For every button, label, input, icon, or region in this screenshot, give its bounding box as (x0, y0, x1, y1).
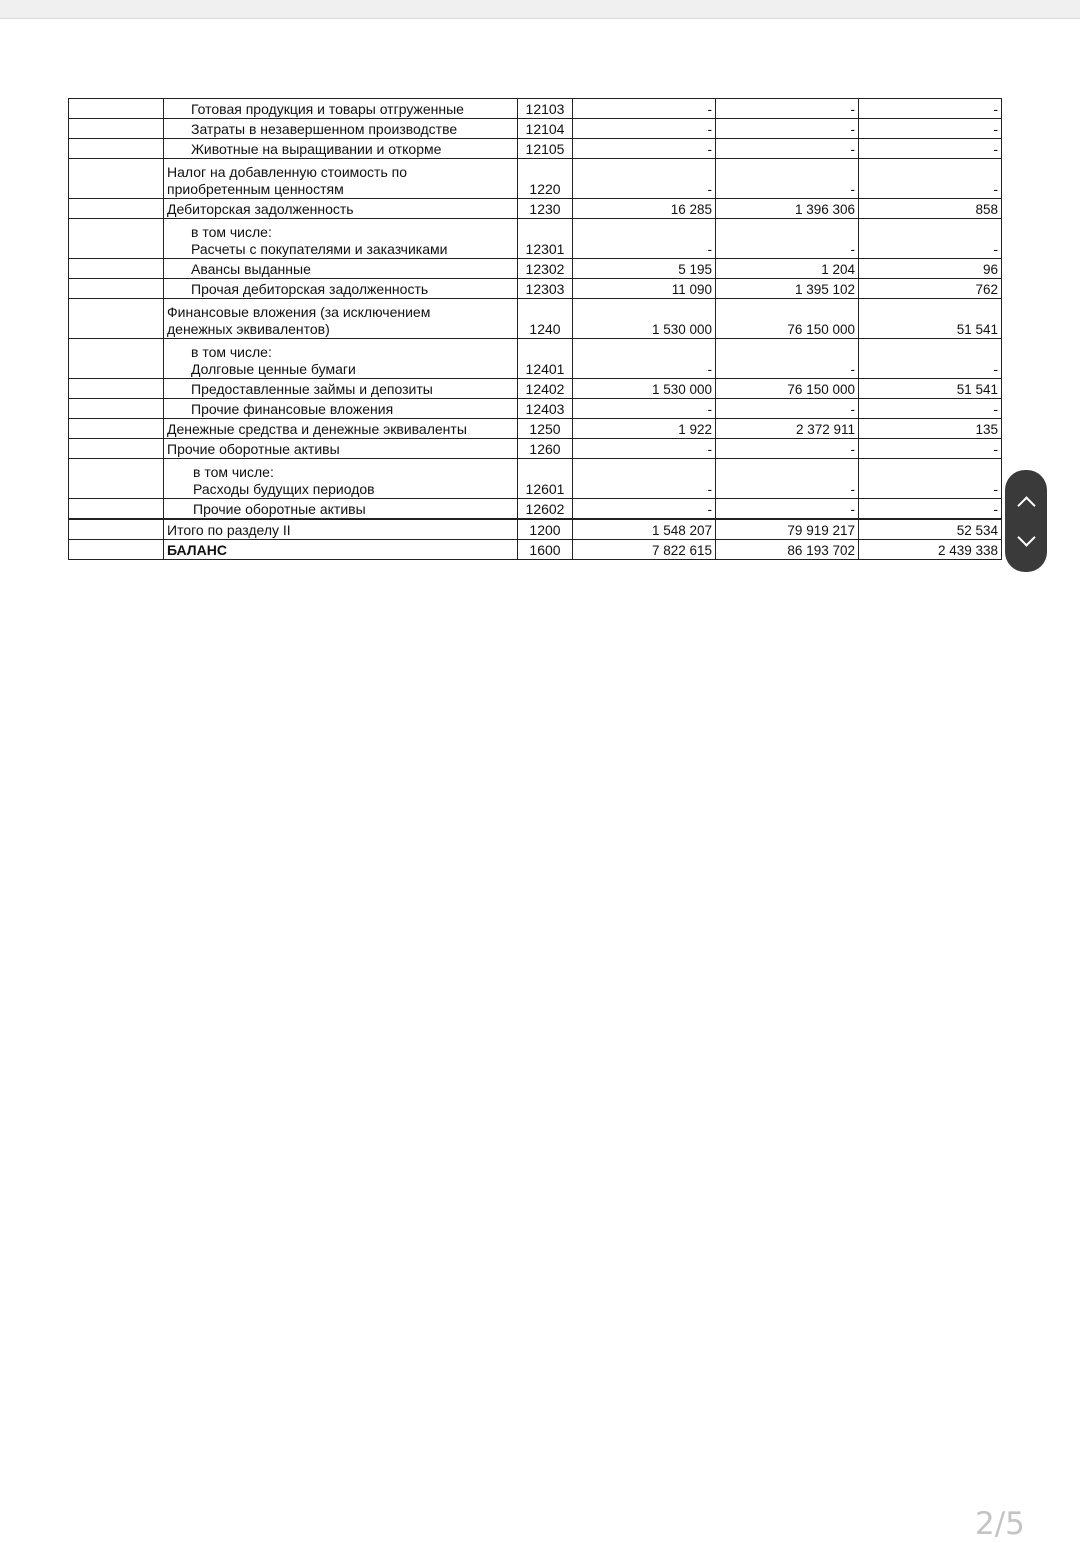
row-code: 1250 (518, 419, 573, 439)
row-name-line: денежных эквивалентов) (167, 321, 330, 337)
value-cell-v3: 51 541 (859, 379, 1002, 399)
value-cell-v3: - (859, 219, 1002, 259)
row-name (164, 339, 518, 379)
table-row (69, 439, 1002, 459)
blank-cell (69, 159, 164, 199)
blank-cell (69, 299, 164, 339)
value-cell-v1: - (573, 219, 716, 259)
value-cell-v3: 2 439 338 (859, 540, 1002, 560)
row-name (164, 199, 518, 219)
value-cell-v1: - (573, 399, 716, 419)
row-name-line: в том числе: (191, 224, 272, 240)
value-cell-v2: 79 919 217 (716, 519, 859, 540)
value-cell-v1: 1 922 (573, 419, 716, 439)
value-cell-v1: 1 530 000 (573, 299, 716, 339)
row-code: 1220 (518, 159, 573, 199)
row-name (164, 99, 518, 119)
chevron-up-icon (1017, 496, 1035, 514)
value-cell-v3: - (859, 459, 1002, 499)
row-code: 1600 (518, 540, 573, 560)
value-cell-v1: 5 195 (573, 259, 716, 279)
row-name (164, 119, 518, 139)
table-row (69, 399, 1002, 419)
value-cell-v3: - (859, 99, 1002, 119)
value-cell-v2: - (716, 499, 859, 520)
blank-cell (69, 379, 164, 399)
value-cell-v3: 52 534 (859, 519, 1002, 540)
row-name-line: Готовая продукция и товары отгруженные (191, 101, 464, 117)
table-row (69, 119, 1002, 139)
value-cell-v3: - (859, 339, 1002, 379)
blank-cell (69, 519, 164, 540)
row-name-line: Денежные средства и денежные эквиваленты (167, 421, 467, 437)
value-cell-v1: - (573, 159, 716, 199)
row-name-line: в том числе: (191, 344, 272, 360)
row-name-line: приобретенным ценностям (167, 181, 344, 197)
value-cell-v2: - (716, 99, 859, 119)
table-row (69, 540, 1002, 560)
blank-cell (69, 419, 164, 439)
chevron-down-icon (1017, 528, 1035, 546)
table-row (69, 279, 1002, 299)
row-code: 12104 (518, 119, 573, 139)
row-name (164, 459, 518, 499)
row-name (164, 139, 518, 159)
value-cell-v2: 2 372 911 (716, 419, 859, 439)
table-row (69, 419, 1002, 439)
blank-cell (69, 439, 164, 459)
blank-cell (69, 499, 164, 520)
value-cell-v2: 76 150 000 (716, 379, 859, 399)
blank-cell (69, 139, 164, 159)
row-name-line: Авансы выданные (191, 261, 311, 277)
blank-cell (69, 279, 164, 299)
value-cell-v2: 76 150 000 (716, 299, 859, 339)
balance-sheet-body (69, 99, 1002, 560)
blank-cell (69, 219, 164, 259)
value-cell-v3: 96 (859, 259, 1002, 279)
blank-cell (69, 540, 164, 560)
page-indicator: 2/5 (975, 1506, 1025, 1542)
row-name-line: Дебиторская задолженность (167, 201, 354, 217)
row-name (164, 419, 518, 439)
value-cell-v2: - (716, 439, 859, 459)
viewer-top-bar (0, 0, 1080, 19)
value-cell-v2: - (716, 399, 859, 419)
page-nav-control (1005, 470, 1047, 572)
value-cell-v2: - (716, 339, 859, 379)
value-cell-v3: - (859, 159, 1002, 199)
table-row (69, 519, 1002, 540)
blank-cell (69, 339, 164, 379)
value-cell-v1: - (573, 339, 716, 379)
value-cell-v1: 16 285 (573, 199, 716, 219)
row-name-line: Предоставленные займы и депозиты (191, 381, 433, 397)
row-code: 1230 (518, 199, 573, 219)
row-code: 12302 (518, 259, 573, 279)
row-code: 12403 (518, 399, 573, 419)
row-name-line: Финансовые вложения (за исключением (167, 304, 431, 320)
row-name-line: Прочие оборотные активы (167, 441, 340, 457)
row-name-line: Расходы будущих периодов (193, 481, 375, 497)
balance-sheet-table (68, 98, 1002, 560)
value-cell-v2: 1 396 306 (716, 199, 859, 219)
row-name (164, 499, 518, 520)
blank-cell (69, 459, 164, 499)
value-cell-v3: 135 (859, 419, 1002, 439)
row-name (164, 399, 518, 419)
value-cell-v1: - (573, 499, 716, 520)
table-row (69, 379, 1002, 399)
row-name (164, 159, 518, 199)
row-name (164, 299, 518, 339)
value-cell-v2: - (716, 119, 859, 139)
row-name-line: Долговые ценные бумаги (191, 361, 356, 377)
row-code: 12105 (518, 139, 573, 159)
row-name-line: Расчеты с покупателями и заказчиками (191, 241, 448, 257)
row-code: 12601 (518, 459, 573, 499)
table-row (69, 339, 1002, 379)
row-code: 1260 (518, 439, 573, 459)
blank-cell (69, 99, 164, 119)
row-code: 1200 (518, 519, 573, 540)
value-cell-v3: - (859, 139, 1002, 159)
row-code: 12602 (518, 499, 573, 520)
value-cell-v3: - (859, 439, 1002, 459)
value-cell-v3: 51 541 (859, 299, 1002, 339)
value-cell-v3: 762 (859, 279, 1002, 299)
value-cell-v2: - (716, 459, 859, 499)
row-name-line: Налог на добавленную стоимость по (167, 164, 408, 180)
table-row (69, 259, 1002, 279)
row-name (164, 379, 518, 399)
table-row (69, 99, 1002, 119)
value-cell-v1: - (573, 459, 716, 499)
value-cell-v3: - (859, 399, 1002, 419)
value-cell-v2: - (716, 219, 859, 259)
row-name-line: Прочая дебиторская задолженность (191, 281, 429, 297)
row-code: 12301 (518, 219, 573, 259)
table-row (69, 199, 1002, 219)
value-cell-v1: - (573, 119, 716, 139)
row-name-line: Животные на выращивании и откорме (191, 141, 442, 157)
blank-cell (69, 199, 164, 219)
value-cell-v1: - (573, 99, 716, 119)
row-code: 1240 (518, 299, 573, 339)
value-cell-v2: - (716, 139, 859, 159)
table-row (69, 219, 1002, 259)
row-name (164, 219, 518, 259)
value-cell-v2: 1 395 102 (716, 279, 859, 299)
value-cell-v2: 1 204 (716, 259, 859, 279)
row-name (164, 439, 518, 459)
blank-cell (69, 259, 164, 279)
table-row (69, 159, 1002, 199)
row-name-line: Прочие финансовые вложения (191, 401, 394, 417)
value-cell-v3: - (859, 499, 1002, 520)
row-code: 12401 (518, 339, 573, 379)
blank-cell (69, 399, 164, 419)
value-cell-v1: - (573, 139, 716, 159)
table-row (69, 499, 1002, 520)
value-cell-v3: - (859, 119, 1002, 139)
row-name-line: БАЛАНС (167, 542, 227, 558)
row-code: 12402 (518, 379, 573, 399)
blank-cell (69, 119, 164, 139)
next-page-button[interactable] (1005, 518, 1047, 562)
value-cell-v2: - (716, 159, 859, 199)
row-name-line: в том числе: (193, 464, 274, 480)
row-name (164, 259, 518, 279)
row-name-line: Затраты в незавершенном производстве (191, 121, 458, 137)
table-row (69, 459, 1002, 499)
table-row (69, 139, 1002, 159)
value-cell-v1: 1 530 000 (573, 379, 716, 399)
value-cell-v1: 7 822 615 (573, 540, 716, 560)
row-name (164, 279, 518, 299)
table-row (69, 299, 1002, 339)
value-cell-v1: - (573, 439, 716, 459)
row-name (164, 540, 518, 560)
value-cell-v1: 11 090 (573, 279, 716, 299)
row-code: 12103 (518, 99, 573, 119)
row-name (164, 519, 518, 540)
row-name-line: Прочие оборотные активы (193, 501, 366, 517)
document-page (68, 98, 1001, 560)
row-name-line: Итого по разделу II (167, 522, 291, 538)
value-cell-v1: 1 548 207 (573, 519, 716, 540)
row-code: 12303 (518, 279, 573, 299)
value-cell-v3: 858 (859, 199, 1002, 219)
value-cell-v2: 86 193 702 (716, 540, 859, 560)
